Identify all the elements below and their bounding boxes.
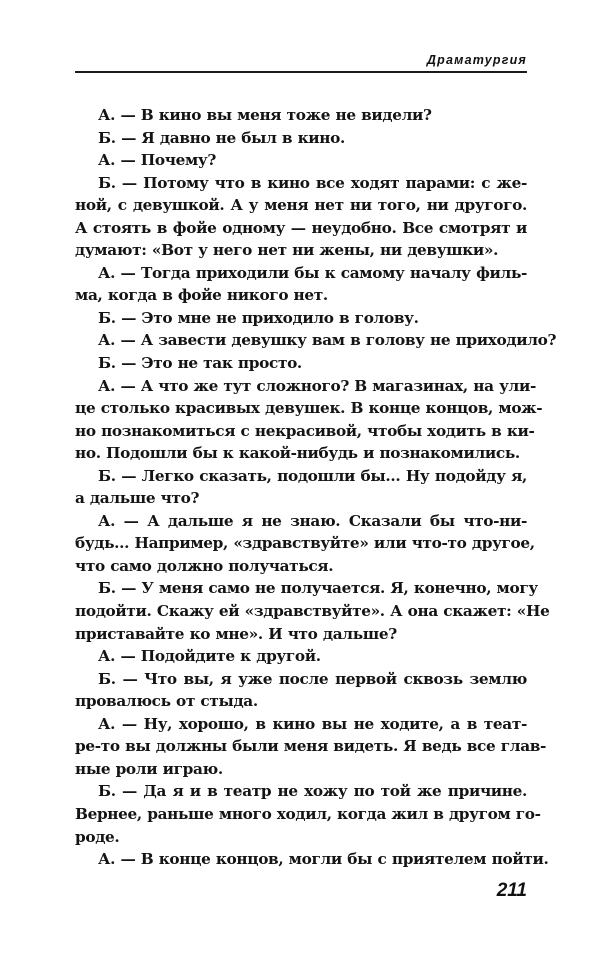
text-line: провалюсь от стыда. <box>75 692 258 711</box>
text-line: будь... Например, «здравствуйте» или что-то другое, <box>75 534 535 553</box>
text-line: а дальше что? <box>75 489 200 508</box>
text-line: А. — Подойдите к другой. <box>98 647 321 666</box>
text-line: А. — Почему? <box>98 151 216 170</box>
text-line: подойти. Скажу ей «здравствуйте». А она скажет: «Не <box>75 602 550 621</box>
text-line: ной, с девушкой. А у меня нет ни того, ни другого. <box>75 196 527 215</box>
text-line: А стоять в фойе одному — неудобно. Все смотрят и <box>75 218 527 237</box>
text-line: А. — А что же тут сложного? В магазинах, на ули- <box>98 376 536 395</box>
running-head-title: Драматургия <box>426 53 527 67</box>
text-line: Б. — Да я и в театр не хожу по той же причине. <box>98 782 527 801</box>
text-line: Б. — Легко сказать, подошли бы... Ну подойду я, <box>98 466 527 485</box>
text-line: ре-то вы должны были меня видеть. Я ведь все глав- <box>75 737 547 756</box>
text-line: но. Подошли бы к какой-нибудь и познакомились. <box>75 444 520 463</box>
text-line: А. — Ну, хорошо, в кино вы не ходите, а в теат- <box>98 714 527 733</box>
text-line: А. — А дальше я не знаю. Сказали бы что-ни- <box>98 511 527 530</box>
text-line: А. — А завести девушку вам в голову не приходило? <box>98 331 557 350</box>
text-line: Б. — Я давно не был в кино. <box>98 128 345 147</box>
text-line: что само должно получаться. <box>75 556 334 575</box>
text-line: но познакомиться с некрасивой, чтобы ходить в ки- <box>75 421 535 440</box>
text-line: ма, когда в фойе никого нет. <box>75 286 328 305</box>
running-head <box>75 49 527 73</box>
text-line: Вернее, раньше много ходил, когда жил в другом го- <box>75 804 541 823</box>
text-line: приставайте ко мне». И что дальше? <box>75 624 397 643</box>
text-line: ные роли играю. <box>75 759 223 778</box>
text-line: А. — Тогда приходили бы к самому началу филь- <box>98 263 527 282</box>
text-line: А. — В кино вы меня тоже не видели? <box>98 106 432 124</box>
text-line: А. — В конце концов, могли бы с приятелем пойти. <box>98 850 549 869</box>
text-line: Б. — Это не так просто. <box>98 354 302 373</box>
page-number: 211 <box>496 880 527 901</box>
text-line: роде. <box>75 827 120 846</box>
text-line: Б. — У меня само не получается. Я, конечно, могу <box>98 579 538 598</box>
text-line: Б. — Что вы, я уже после первой сквозь землю <box>98 669 527 688</box>
text-line: Б. — Потому что в кино все ходят парами: с же- <box>98 173 527 192</box>
text-line: Б. — Это мне не приходило в голову. <box>98 308 419 327</box>
text-line: думают: «Вот у него нет ни жены, ни девушки». <box>75 241 499 260</box>
text-line: це столько красивых девушек. В конце концов, мож- <box>75 399 543 418</box>
dialogue-text <box>75 104 557 871</box>
